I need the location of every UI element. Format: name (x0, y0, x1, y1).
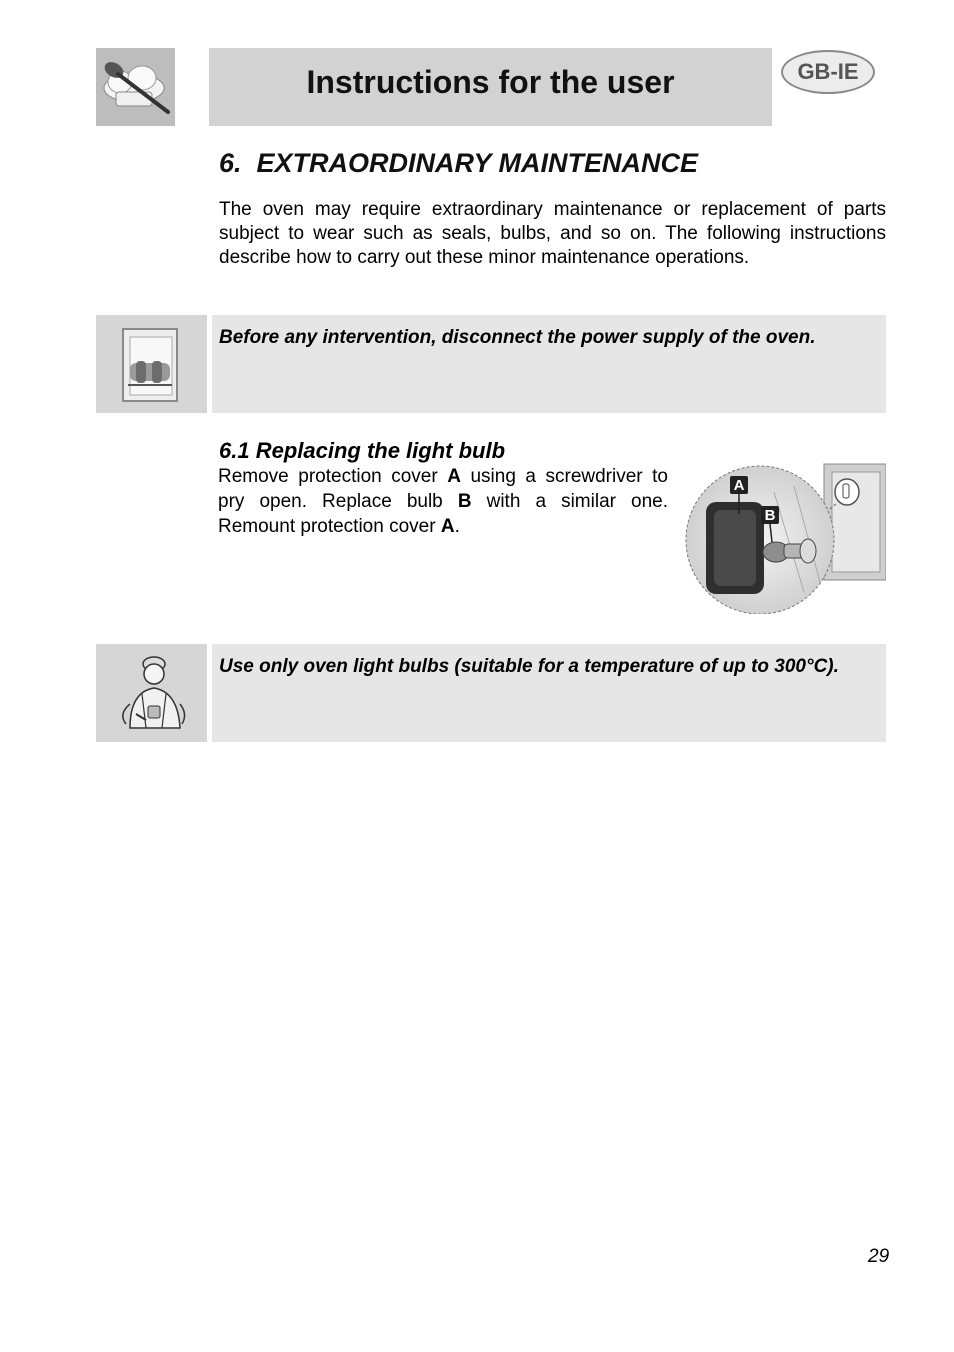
warning-icon-box (96, 315, 207, 413)
warning-notice (212, 315, 886, 413)
cover-a-ref: A (447, 466, 461, 487)
subsection-heading: 6.1 Replacing the light bulb (219, 438, 506, 463)
header-title-bar (209, 48, 772, 126)
page-header-title: Instructions for the user (306, 64, 675, 100)
bulb-instructions (218, 464, 668, 539)
warning-text: Before any intervention, disconnect the power supply of the oven. (219, 327, 816, 348)
bulb-text-1: Remove protection cover (218, 466, 448, 487)
power-plug-icon (96, 315, 207, 413)
bulb-b-ref: B (457, 491, 472, 512)
spoon-chef-hat-icon (96, 48, 175, 126)
bulb-text-4: . (454, 516, 460, 537)
language-badge: GB-IE (781, 50, 875, 94)
section-heading: 6. EXTRAORDINARY MAINTENANCE (219, 148, 699, 178)
diagram-label-a: A (733, 477, 745, 494)
bulb-notice (212, 644, 886, 742)
oven-lamp-illustration (684, 462, 886, 614)
page-number: 29 (868, 1246, 890, 1267)
technician-icon-box (96, 644, 207, 742)
bulb-notice-text: Use only oven light bulbs (suitable for a temperature of up to 300°C). (219, 656, 839, 677)
bulb-text-3: with a similar one. Remount protection cover (218, 491, 668, 537)
diagram-label-b: B (764, 507, 776, 524)
section-intro: The oven may require extraordinary maintenance or replacement of parts subject to wear such as seals, bulbs, and so on. The following instructions describe how to carry out these minor maintenance operations. (219, 199, 886, 268)
bulb-text-2: using a screwdriver to pry open. Replace bulb (218, 466, 668, 512)
cover-a-ref-2: A (440, 516, 455, 537)
bulb-diagram (684, 462, 886, 614)
technician-icon (96, 644, 207, 742)
brand-logo (96, 48, 175, 126)
